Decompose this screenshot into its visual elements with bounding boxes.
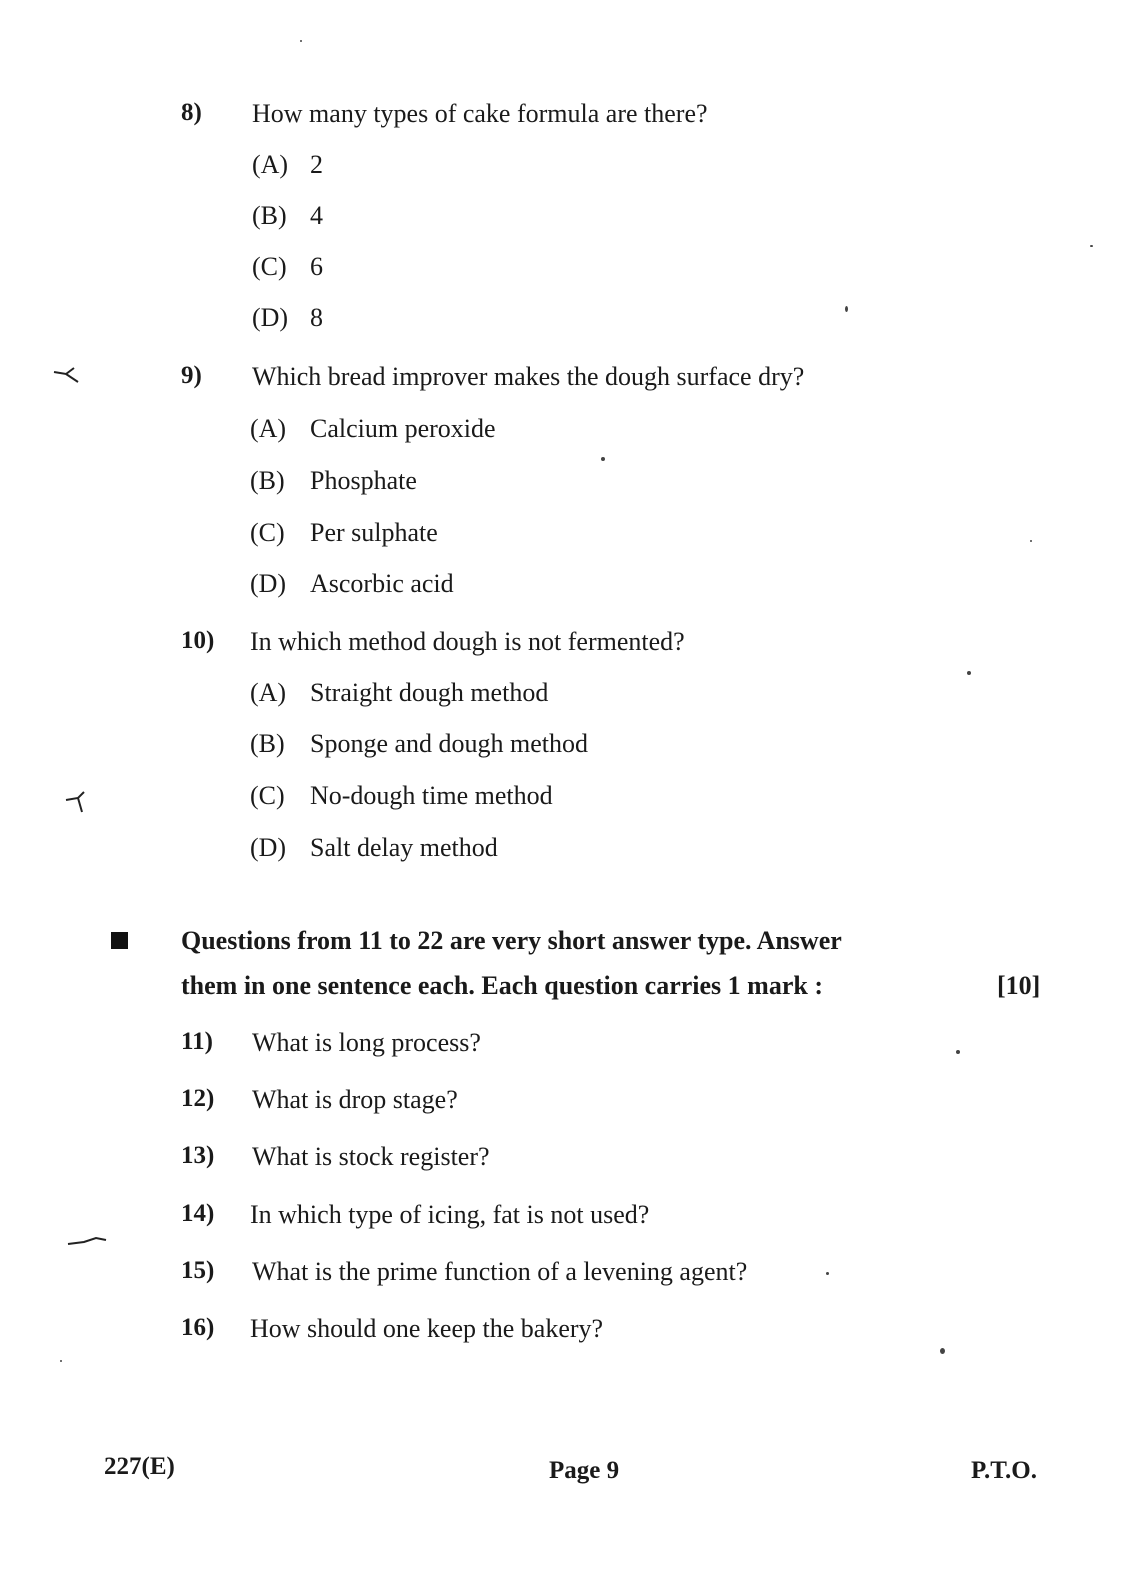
scan-speck (940, 1348, 945, 1354)
scan-speck (300, 40, 302, 42)
option-label: (A) (252, 150, 289, 179)
margin-mark (64, 790, 94, 820)
option-text: Sponge and dough method (310, 729, 589, 758)
section-marks: [10] (997, 971, 1041, 1000)
scan-speck (845, 306, 848, 312)
question-text: How should one keep the bakery? (250, 1314, 604, 1343)
question-text: Which bread improver makes the dough surface dry? (252, 362, 805, 391)
question-number: 14) (181, 1200, 215, 1227)
option-text: Ascorbic acid (310, 569, 454, 598)
question-text: In which method dough is not fermented? (250, 627, 685, 656)
scan-speck (956, 1050, 960, 1054)
option-label: (A) (250, 414, 287, 443)
option-text: 6 (310, 252, 323, 281)
option-text: Phosphate (310, 466, 417, 495)
page-number: Page 9 (549, 1457, 620, 1484)
scan-speck (826, 1272, 829, 1275)
option-label: (D) (252, 303, 289, 332)
question-number: 15) (181, 1257, 215, 1284)
option-text: 8 (310, 303, 323, 332)
option-label: (B) (250, 729, 285, 758)
option-label: (D) (250, 833, 287, 862)
paper-code: 227(E) (104, 1453, 175, 1480)
question-text: What is the prime function of a levening agent? (252, 1257, 748, 1286)
option-text: Calcium peroxide (310, 414, 496, 443)
section-instructions-line2: them in one sentence each. Each question carries 1 mark : (181, 971, 823, 1000)
question-text: What is long process? (252, 1028, 481, 1057)
question-text: How many types of cake formula are there? (252, 99, 708, 128)
option-text: Straight dough method (310, 678, 549, 707)
scan-speck (601, 457, 605, 461)
option-label: (C) (250, 518, 285, 547)
question-text: What is drop stage? (252, 1085, 458, 1114)
question-number: 8) (181, 99, 202, 126)
question-number: 10) (181, 627, 215, 654)
question-number: 11) (181, 1028, 213, 1055)
question-text: What is stock register? (252, 1142, 490, 1171)
option-label: (B) (250, 466, 285, 495)
option-label: (D) (250, 569, 287, 598)
option-text: 2 (310, 150, 323, 179)
option-label: (A) (250, 678, 287, 707)
question-number: 16) (181, 1314, 215, 1341)
question-number: 12) (181, 1085, 215, 1112)
option-text: No-dough time method (310, 781, 553, 810)
scan-speck (1090, 245, 1093, 247)
option-text: Salt delay method (310, 833, 498, 862)
question-text: In which type of icing, fat is not used? (250, 1200, 650, 1229)
square-bullet-icon (111, 932, 128, 949)
option-label: (C) (252, 252, 287, 281)
scan-speck (967, 671, 971, 675)
option-text: Per sulphate (310, 518, 438, 547)
option-label: (C) (250, 781, 285, 810)
scan-speck (1030, 540, 1032, 542)
margin-mark (52, 364, 92, 386)
option-text: 4 (310, 201, 323, 230)
question-number: 9) (181, 362, 202, 389)
margin-mark (66, 1234, 110, 1250)
pto-label: P.T.O. (971, 1457, 1037, 1484)
option-label: (B) (252, 201, 287, 230)
section-instructions-line1: Questions from 11 to 22 are very short answer type. Answer (181, 926, 842, 955)
question-number: 13) (181, 1142, 215, 1169)
scan-speck (60, 1360, 62, 1362)
